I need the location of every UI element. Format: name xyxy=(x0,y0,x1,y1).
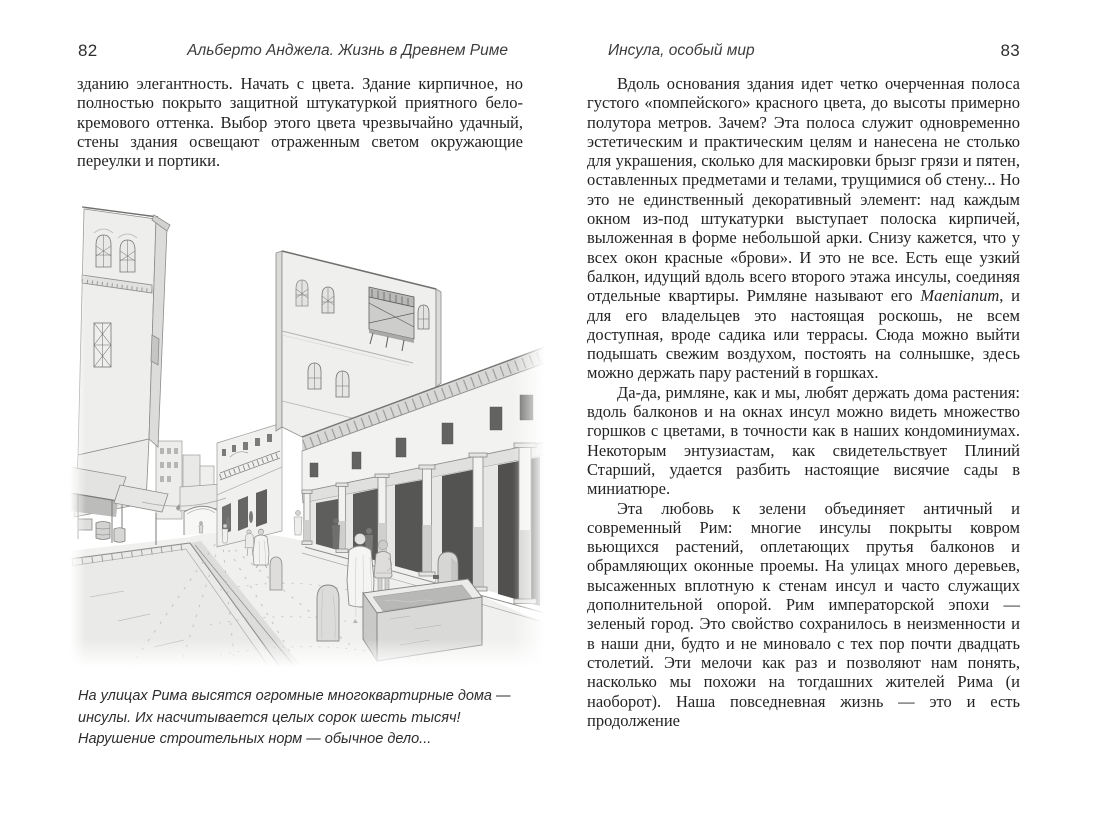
running-title-right: Инсула, особый мир xyxy=(608,42,755,59)
fade-right xyxy=(513,205,545,667)
paragraph: зданию элегантность. Начать с цвета. Здание кирпичное, но полностью покрыто защитной штукатуркой приятного бело-кремового оттенка. Выбор этого цвета чрезвычайно удачный, стены здания освещают отраженным светом окружающие переулки и портики. xyxy=(77,74,523,171)
illustration-caption: На улицах Рима высятся огромные многоквартирные дома — инсулы. Их насчитывается целых сорок шесть тысяч! Нарушение строительных норм — обычное дело... xyxy=(78,688,511,747)
running-title-left: Альберто Анджела. Жизнь в Древнем Риме xyxy=(187,42,508,59)
right-body-text xyxy=(587,74,1020,730)
far-arcade-building xyxy=(217,423,282,547)
fade-bottom xyxy=(70,639,545,667)
street-illustration xyxy=(70,205,545,667)
paragraph: Эта любовь к зелени объединяет античный и современный Рим: многие инсулы покрыты ковром вьющихся растений, оплетающих прутья балконов и обрамляющих оконные проемы. На улицах много деревьев, высаженных вплотную к стенам инсул и часто служащих дополнительной опорой. Рим императорской эпохи — зеленый город. Это свойство сохранилось в неизменности и в наши дни, будто и не миновало с тех пор почти двадцать столетий. Эти мелочи как раз и позволяют нам понять, насколько мы похожи на тогдашних жителей Рима (и наоборот). Наша повседневная жизнь — это и есть продолжение xyxy=(587,498,1020,730)
left-body-text xyxy=(77,74,523,170)
fade-left xyxy=(70,205,86,667)
paragraph: Вдоль основания здания идет четко очерченная полоса густого «помпейского» красного цвета, до высоты примерно полутора метров. Зачем? Эта полоса служит одновременно эстетическим и практическим целям и нанесена не столько для украшения, сколько для маскировки брызг грязи и пятен, оставленных предметами и телами, трущимися об стену... Но это не единственный декоративный элемент: над каждым окном из-под штукатурки выступает полоска кирпичей, выложенная в форме небольшой арки. Снизу кажется, что у всех окон красные «брови». И это не все. Есть еще узкий балкон, идущий вдоль всего второго этажа инсулы, соединяя отдельные квартиры. Римляне называют его Maenianum, и для его владельцев это настоящая роскошь, не всем доступная, вроде садика или террасы. Сюда можно выйти подышать свежим воздухом, постоять на солнышке, здесь можно держать пару растений в горшках. xyxy=(587,74,1020,383)
distant-buildings xyxy=(156,441,222,535)
page-number-left: 82 xyxy=(78,41,98,60)
page-number-right: 83 xyxy=(1000,41,1020,60)
paragraph: Да-да, римляне, как и мы, любят держать дома растения: вдоль балконов и на окнах инсул можно видеть множество горшков с цветами, в точности как в наших кондоминиумах. Некоторым энтузиастам, как свидетельствует Плиний Старший, удается разбить настоящие висячие сады в миниатюре. xyxy=(587,382,1020,499)
